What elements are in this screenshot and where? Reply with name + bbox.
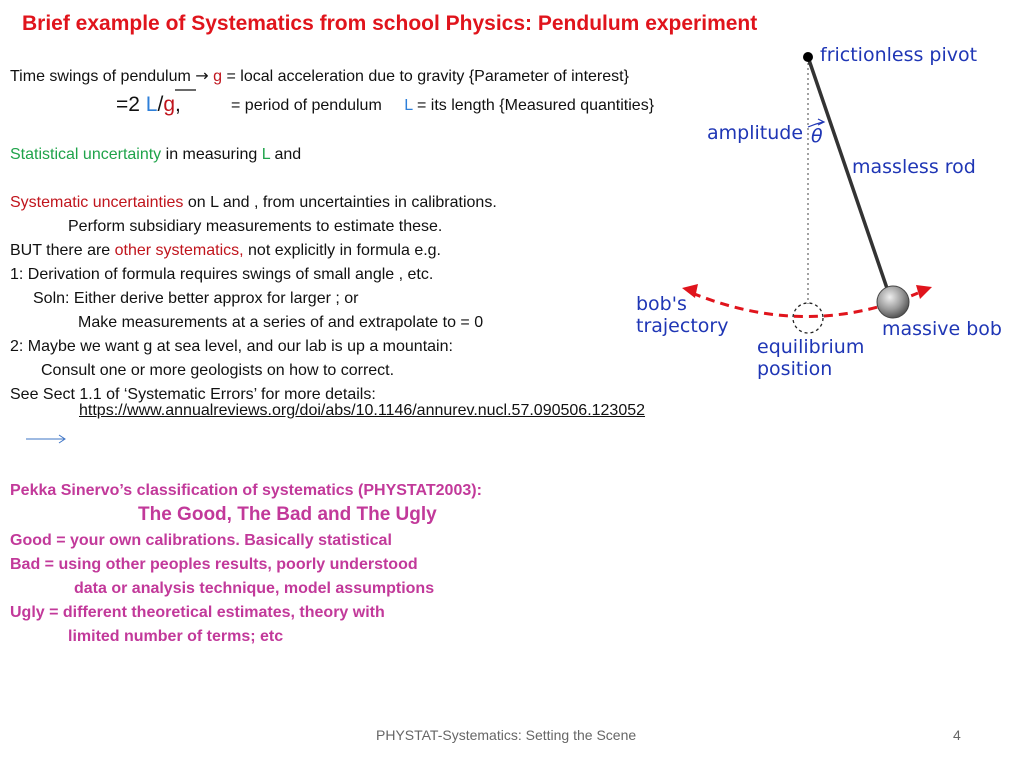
- point-1-extrapolate: Make measurements at a series of and extrapolate to = 0: [78, 314, 484, 331]
- footer-text: PHYSTAT-Systematics: Setting the Scene: [376, 727, 637, 743]
- reference-link[interactable]: https://www.annualreviews.org/doi/abs/10.1146/annurev.nucl.57.090506.123052: [79, 402, 646, 419]
- ugly-line: Ugly = different theoretical estimates, theory with: [10, 604, 385, 621]
- equilibrium-circle: [793, 303, 823, 333]
- formula-L: L: [145, 93, 158, 116]
- trajectory-right-arrow-icon: [916, 285, 932, 299]
- systematic-label: Systematic uncertainties: [10, 194, 184, 211]
- arrow-icon: →: [195, 66, 209, 85]
- see-section: See Sect 1.1 of ‘Systematic Errors’ for more details:: [10, 386, 376, 403]
- pivot-label: frictionless pivot: [820, 44, 978, 66]
- slide-title: Brief example of Systematics from school Physics: Pendulum experiment: [22, 12, 758, 35]
- good-bad-ugly: The Good, The Bad and The Ugly: [138, 504, 437, 525]
- subsidiary-line: Perform subsidiary measurements to estimate these.: [68, 218, 443, 235]
- amplitude-label: amplitude: [707, 122, 804, 144]
- bad-line: Bad = using other peoples results, poorly understood: [10, 556, 418, 573]
- statistical-text: in measuring: [161, 146, 262, 163]
- massless-rod: [808, 57, 891, 300]
- pivot-point: [803, 52, 813, 62]
- point-2-consult: Consult one or more geologists on how to correct.: [41, 362, 395, 379]
- gravity-definition: = local acceleration due to gravity {Parameter of interest}: [222, 68, 629, 85]
- theta-label: θ: [811, 125, 823, 147]
- point-1: 1: Derivation of formula requires swings of small angle , etc.: [10, 266, 434, 283]
- point-1-solution: Soln: Either derive better approx for larger ; or: [33, 290, 359, 307]
- rod-label: massless rod: [852, 156, 976, 178]
- trajectory-label-1: bob's: [636, 293, 687, 315]
- equilibrium-label-1: equilibrium: [757, 336, 865, 358]
- formula-slash: /: [157, 93, 164, 116]
- other-text-b: not explicitly in formula e.g.: [243, 242, 441, 259]
- g-symbol: g: [213, 68, 223, 85]
- formula-comma: ,: [175, 93, 181, 116]
- equilibrium-label-2: position: [757, 358, 833, 380]
- systematic-text: on L and , from uncertainties in calibrations.: [183, 194, 497, 211]
- other-text-a: BUT there are: [10, 242, 115, 259]
- other-systematics-label: other systematics,: [114, 242, 244, 259]
- ugly-line-2: limited number of terms; etc: [68, 628, 284, 645]
- length-L: L: [404, 97, 413, 114]
- bad-line-2: data or analysis technique, model assumptions: [74, 580, 435, 597]
- statistical-L: L: [261, 146, 270, 163]
- page-number: 4: [953, 727, 961, 743]
- formula-prefix: =2: [116, 93, 146, 116]
- formula-g: g: [163, 93, 175, 116]
- statistical-label: Statistical uncertainty: [10, 146, 162, 163]
- point-2: 2: Maybe we want g at sea level, and our lab is up a mountain:: [10, 338, 453, 355]
- massive-bob: [877, 286, 909, 318]
- bob-label: massive bob: [882, 318, 1002, 340]
- good-line: Good = your own calibrations. Basically statistical: [10, 532, 392, 549]
- trajectory-label-2: trajectory: [636, 315, 729, 337]
- statistical-end: and: [270, 146, 302, 163]
- period-definition: = period of pendulum: [231, 97, 382, 114]
- sinervo-heading: Pekka Sinervo’s classification of systematics (PHYSTAT2003):: [10, 482, 482, 499]
- intro-text: Time swings of pendulum: [10, 68, 196, 85]
- length-definition: = its length {Measured quantities}: [412, 97, 655, 114]
